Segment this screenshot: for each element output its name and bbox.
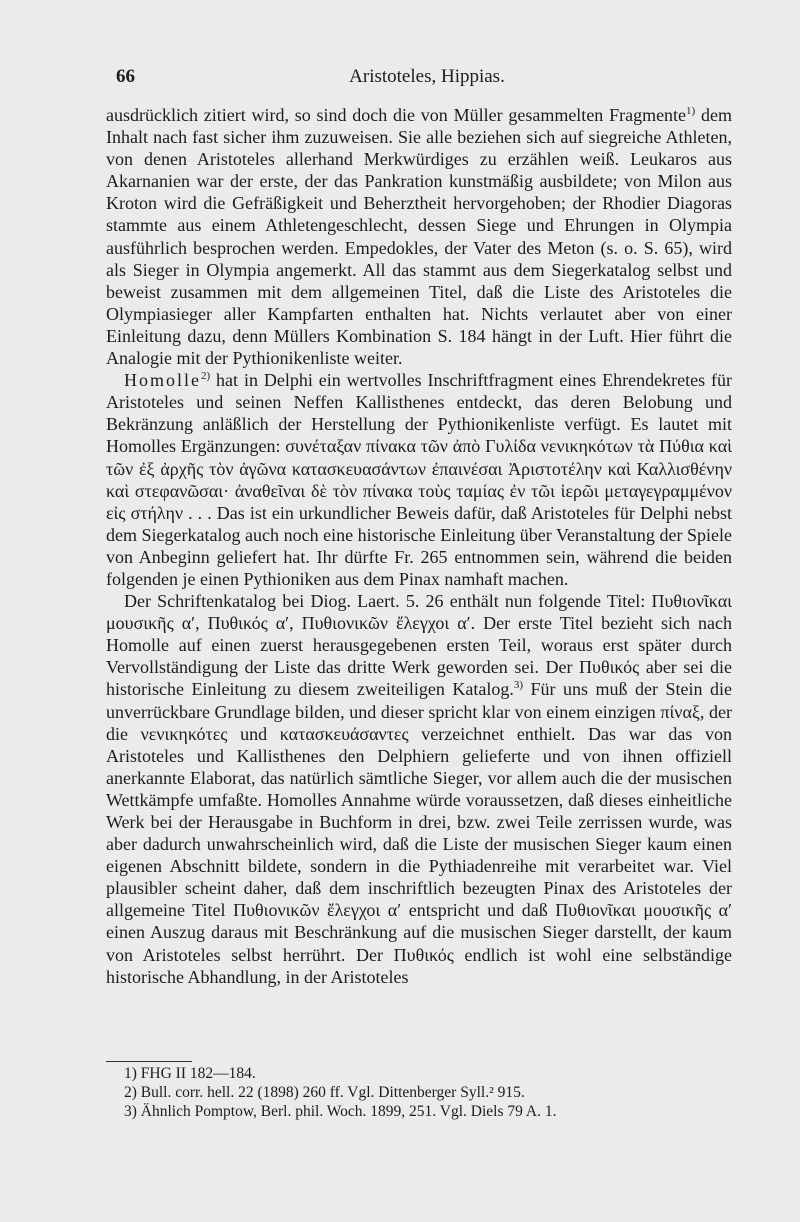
page-header (116, 66, 738, 92)
footnote-divider (106, 1061, 192, 1062)
paragraph-text: Für uns muß der Stein die unverrückbare Grundlage bilden, und dieser spricht klar von einem einzigen πίναξ, der die νενικηκότες und κατασκευάσαντες verzeichnet enthielt. Das war das von Aristoteles und Kallisthenes den Delphiern gelieferte und von ihnen offiziell anerkannte Elaborat, das natürlich sämtliche Sieger, vor allem auch die der musischen Wettkämpfe umfaßte. Homolles Annahme würde voraussetzen, daß dieses einheitliche Werk bei der Herausgabe in Buchform in drei, bzw. zwei Teile zerrissen wurde, was aber dadurch unwahrscheinlich wird, daß die Liste der musischen Sieger kaum einen eigenen Abschnitt bildete, sondern in die Pythiadenreihe mit verarbeitet war. Viel plausibler scheint daher, daß dem inschriftlich bezeugten Pinax des Aristoteles der allgemeine Titel Πυθιονικῶν ἔλεγχοι α′ entspricht und daß Πυθιονῖκαι μουσικῆς α′ einen Auszug daraus mit Beschränkung auf die musischen Sieger darstellt, der kaum von Aristoteles selbst herrührt. Der Πυθικός endlich ist wohl eine selbständige historische Abhandlung, in der Aristoteles (106, 679, 732, 987)
footnote: 3) Ähnlich Pomptow, Berl. phil. Woch. 1899, 251. Vgl. Diels 79 A. 1. (124, 1103, 557, 1120)
footnote-marker: 2) (201, 370, 211, 383)
author-name: Homolle (124, 370, 201, 391)
main-text (106, 104, 732, 988)
paragraph (106, 369, 732, 590)
paragraph (106, 590, 732, 988)
paragraph-text: hat in Delphi ein wertvolles Inschriftfragment eines Ehrendekretes für Aristoteles und seinen Neffen Kallisthenes entdeckt, das deren Belobung und Bekränzung anläßlich der Herstellung der Pythionikenliste verfügt. Es lautet mit Homolles Ergänzungen: συνέταξαν πίνακα τῶν ἀπὸ Γυλίδα νενικηκότων τὰ Πύθια καὶ τῶν ἐξ ἀρχῆς τὸν ἀγῶνα κατασκευασάντων ἐπαινέσαι Ἀριστοτέλην καὶ Καλλισθένην καὶ στεφανῶσαι· ἀναθεῖναι δὲ τὸν πίνακα τοὺς ταμίας ἐν τῶι ἱερῶι μεταγεγραμμένον εἰς στήλην . . . Das ist ein urkundlicher Beweis dafür, daß Aristoteles für Delphi nebst dem Siegerkatalog auch noch eine historische Einleitung über Veranstaltung der Spiele von Anbeginn geliefert hat. Ihr dürfte Fr. 265 entnommen sein, während die beiden folgenden je einen Pythioniken aus dem Pinax namhaft machen. (106, 370, 732, 589)
footnote-marker: 3) (513, 679, 524, 692)
paragraph-text: ausdrücklich zitiert wird, so sind doch die von Müller gesammelten Fragmente (106, 105, 687, 125)
paragraph (106, 104, 732, 369)
footnote-marker: 1) (686, 105, 696, 117)
footnote: 1) FHG II 182—184. (124, 1065, 256, 1082)
footnotes (124, 1064, 724, 1121)
page-number: 66 (116, 66, 135, 87)
footnote: 2) Bull. corr. hell. 22 (1898) 260 ff. Vgl. Dittenberger Syll.² 915. (124, 1084, 525, 1101)
paragraph-text: dem Inhalt nach fast sicher ihm zuzuweisen. Sie alle beziehen sich auf siegreiche Athleten, von denen Aristoteles allerhand Merkwürdiges zu erzählen weiß. Leukaros aus Akarnanien war der erste, der das Pankration kunstmäßig ausbildete; von Milon aus Kroton wird die Gefräßigkeit und Beherztheit hervorgehoben; der Rhodier Diagoras stammte aus einem Athletengeschlecht, dessen Siege und Ehrungen in Olympia ausführlich besprochen werden. Empedokles, der Vater des Meton (s. o. S. 65), wird als Sieger in Olympia angemerkt. All das stammt aus dem Siegerkatalog selbst und beweist zusammen mit dem allgemeinen Titel, daß die Liste des Aristoteles die Olympiasieger aller Kampfarten enthalten hat. Nichts verlautet aber von einer Einleitung dazu, denn Müllers Kombination S. 184 hängt in der Luft. Hier führt die Analogie mit der Pythionikenliste weiter. (106, 105, 732, 369)
paragraph-text: Der Schriftenkatalog bei Diog. Laert. 5. 26 enthält nun folgende Titel: Πυθιονῖκαι μουσικῆς α′, Πυθικός α′, Πυθιονικῶν ἔλεγχοι α′. Der erste Titel bezieht sich nach Homolle auf einen zuerst herausgegebenen ersten Teil, woraus erst später durch Vervollständigung der Liste das dritte Werk geworden sei. Der Πυθικός aber sei die historische Einleitung zu diesem zweiteiligen Katalog. (106, 591, 732, 700)
running-title: Aristoteles, Hippias. (349, 66, 505, 87)
